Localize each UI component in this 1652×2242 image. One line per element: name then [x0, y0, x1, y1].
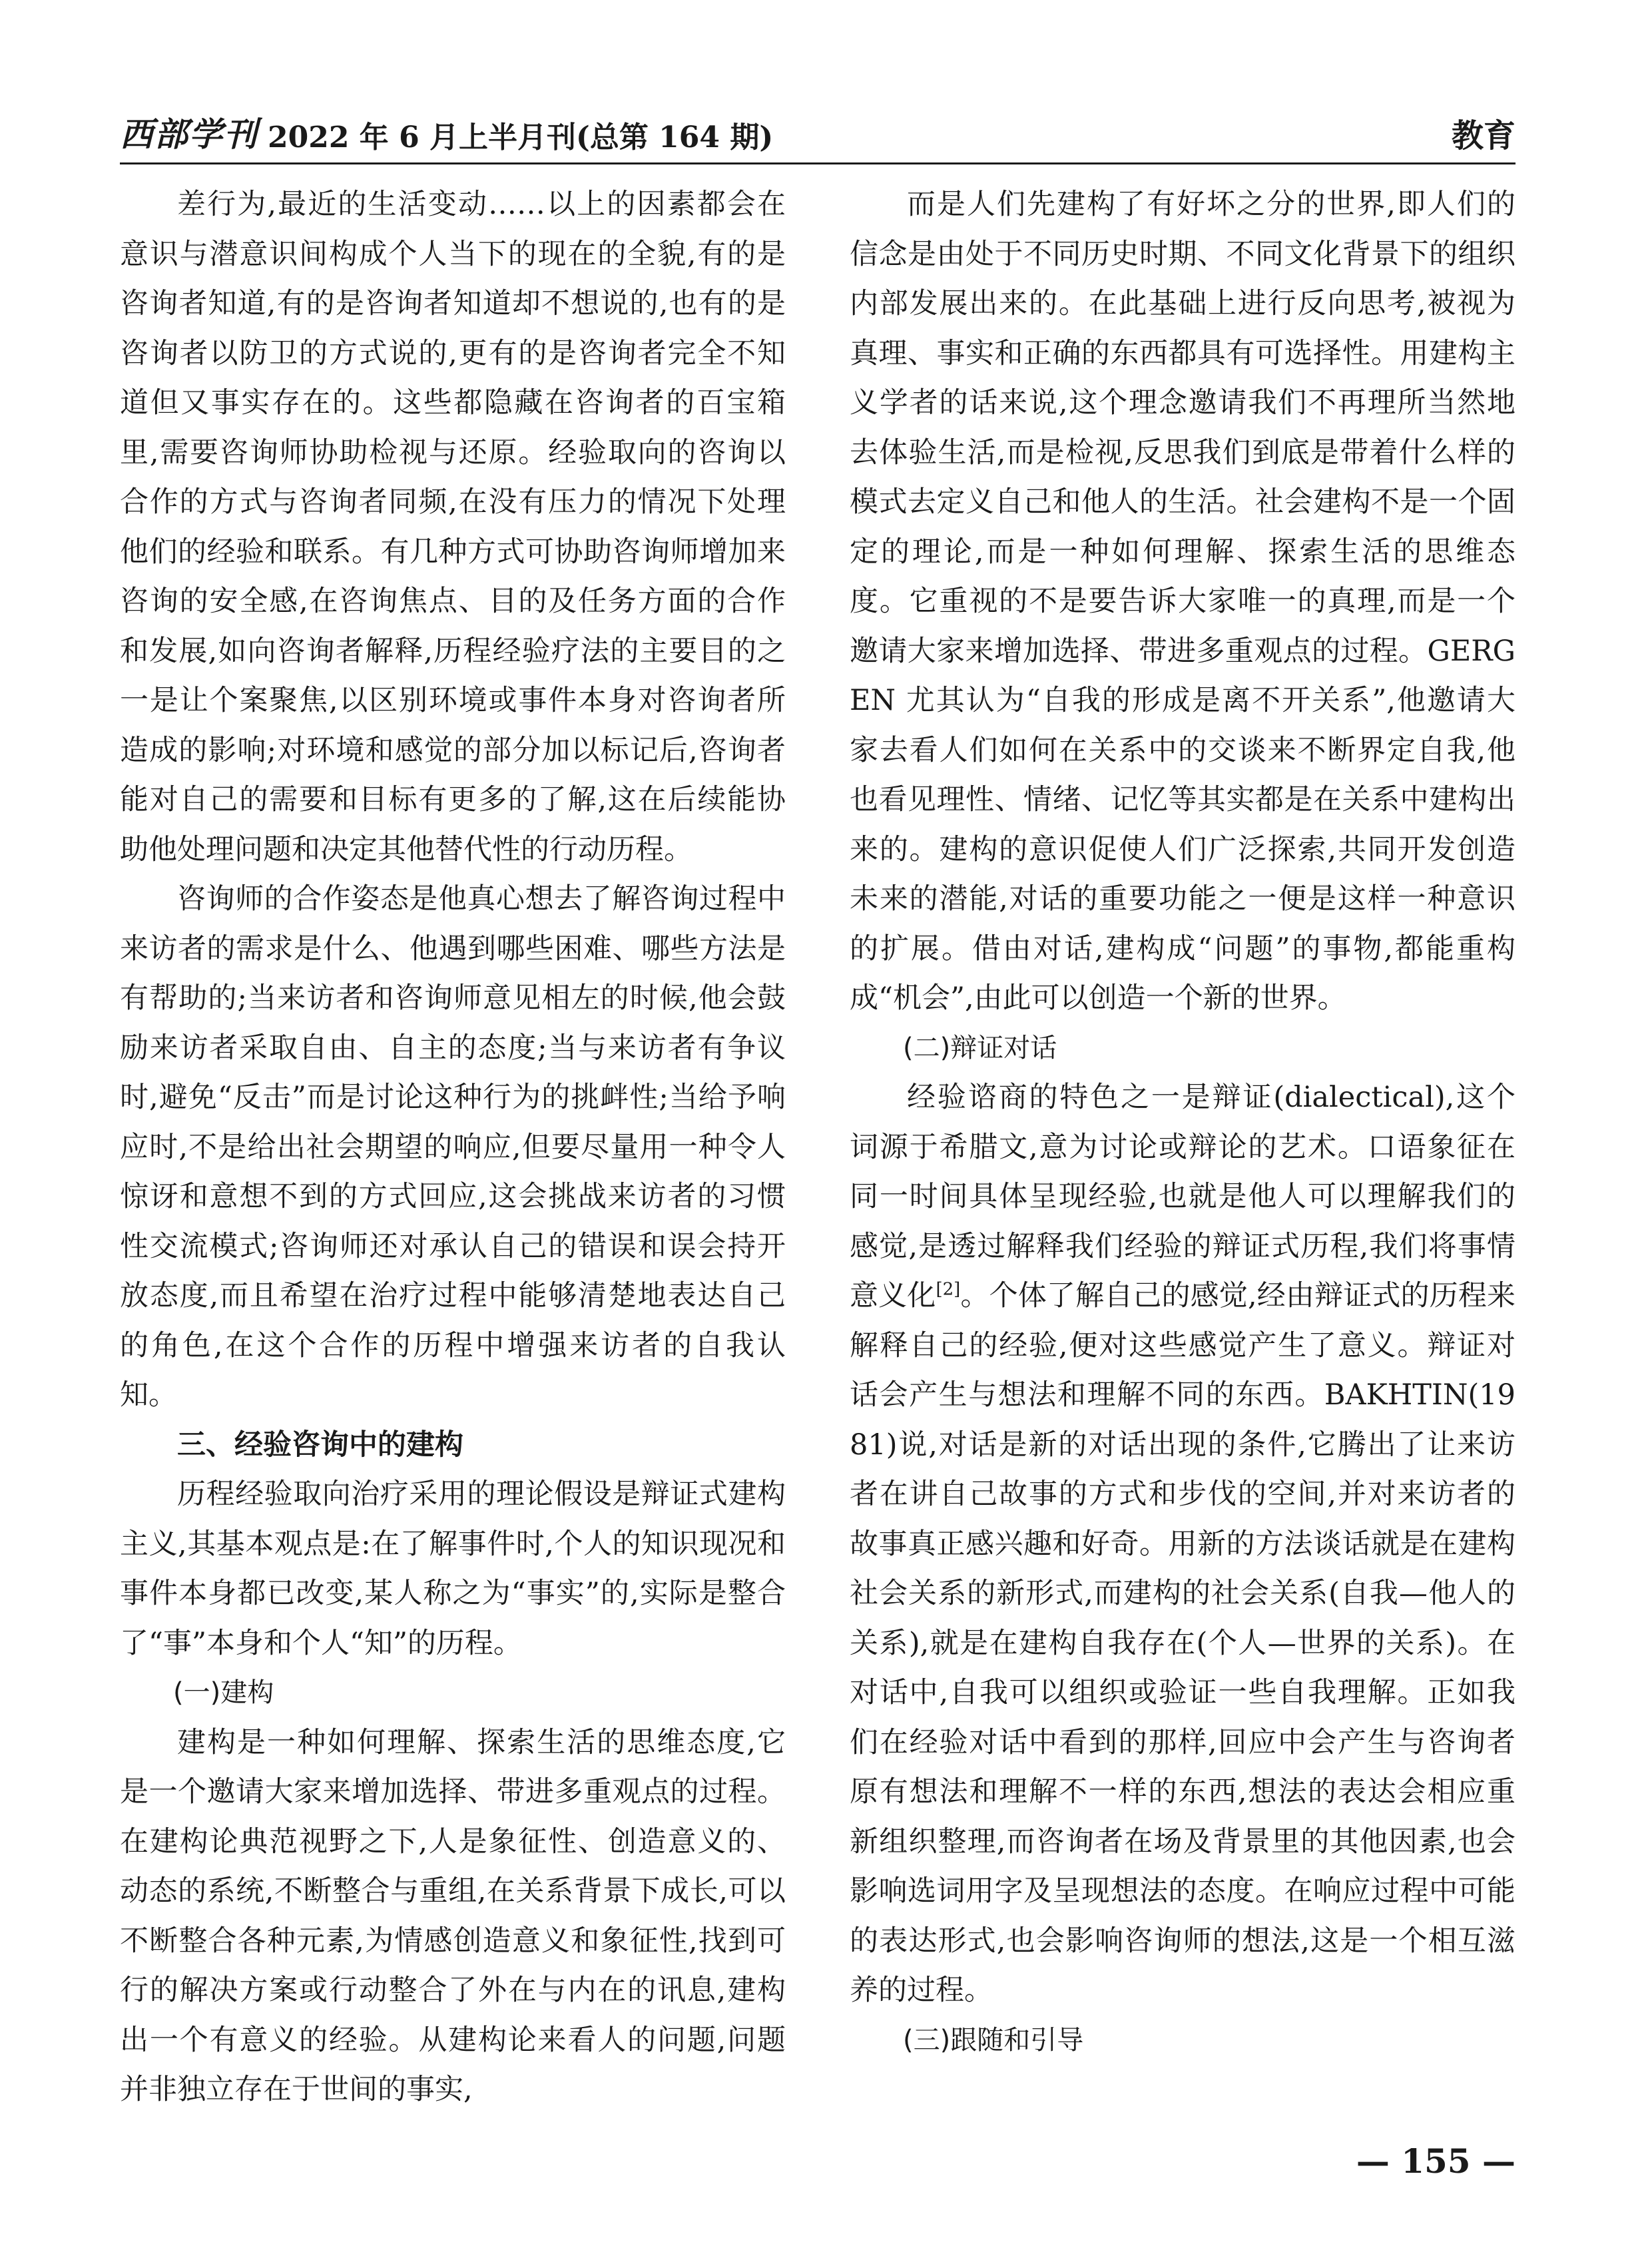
subsection-heading: (一)建构: [173, 1677, 274, 1708]
paragraph-text: 经验谘商的特色之一是辩证(dialectical),这个词源于希腊文,意为讨论或辩论的艺术。口语象征在同一时间具体呈现经验,也就是他人可以理解我们的感觉,是透过解释我们经验的辩证式历程,我们将事情意义化: [850, 1081, 1515, 1312]
subsection-heading: (二)辩证对话: [903, 1032, 1057, 1063]
citation-marker: [2]: [936, 1279, 961, 1300]
paragraph: [850, 1073, 1515, 2016]
journal-name: 西部学刊: [120, 115, 258, 154]
running-header: [120, 113, 1515, 156]
issue-info: 2022 年 6 月上半月刊(总第 164 期): [268, 121, 774, 154]
section-label: 教育: [1451, 117, 1515, 154]
paragraph: 历程经验取向治疗采用的理论假设是辩证式建构主义,其基本观点是:在了解事件时,个人的知识现况和事件本身都已改变,某人称之为“事实”的,实际是整合了“事”本身和个人“知”的历程。: [120, 1478, 786, 1660]
journal-title: [120, 108, 773, 156]
paragraph: 建构是一种如何理解、探索生活的思维态度,它是一个邀请大家来增加选择、带进多重观点的过程。在建构论典范视野之下,人是象征性、创造意义的、动态的系统,不断整合与重组,在关系背景下成长,可以不断整合各种元素,为情感创造意义和象征性,找到可行的解决方案或行动整合了外在与内在的讯息,建构出一个有意义的经验。从建构论来看人的问题,问题并非独立存在于世间的事实,: [120, 1725, 786, 2106]
subsection-heading: (三)跟随和引导: [903, 2024, 1084, 2056]
section-heading: 三、经验咨询中的建构: [177, 1428, 463, 1462]
paragraph-text: 。个体了解自己的感觉,经由辩证式的历程来解释自己的经验,便对这些感觉产生了意义。辩证对话会产生与想法和理解不同的东西。BAKHTIN(1981)说,对话是新的对话出现的条件,它腾出了让来访者在讲自己故事的方式和步伐的空间,并对来访者的故事真正感兴趣和好奇。用新的方法谈话就是在建构社会关系的新形式,而建构的社会关系(自我—他人的关系),就是在建构自我存在(个人—世界的关系)。在对话中,自我可以组织或验证一些自我理解。正如我们在经验对话中看到的那样,回应中会产生与咨询者原有想法和理解不一样的东西,想法的表达会相应重新组织整理,而咨询者在场及背景里的其他因素,也会影响选词用字及呈现想法的态度。在响应过程中可能的表达形式,也会影响咨询师的想法,这是一个相互滋养的过程。: [850, 1279, 1516, 2007]
paragraph: 而是人们先建构了有好坏之分的世界,即人们的信念是由处于不同历史时期、不同文化背景下的组织内部发展出来的。在此基础上进行反向思考,被视为真理、事实和正确的东西都具有可选择性。用建构主义学者的话来说,这个理念邀请我们不再理所当然地去体验生活,而是检视,反思我们到底是带着什么样的模式去定义自己和他人的生活。社会建构不是一个固定的理论,而是一种如何理解、探索生活的思维态度。它重视的不是要告诉大家唯一的真理,而是一个邀请大家来增加选择、带进多重观点的过程。GERGEN 尤其认为“自我的形成是离不开关系”,他邀请大家去看人们如何在关系中的交谈来不断界定自我,他也看见理性、情绪、记忆等其实都是在关系中建构出来的。建构的意识促使人们广泛探索,共同开发创造未来的潜能,对话的重要功能之一便是这样一种意识的扩展。借由对话,建构成“问题”的事物,都能重构成“机会”,由此可以创造一个新的世界。: [850, 188, 1515, 1015]
left-column: [120, 180, 786, 2115]
right-column: [850, 180, 1515, 2065]
paragraph: 咨询师的合作姿态是他真心想去了解咨询过程中来访者的需求是什么、他遇到哪些困难、哪些方法是有帮助的;当来访者和咨询师意见相左的时候,他会鼓励来访者采取自由、自主的态度;当与来访者有争议时,避免“反击”而是讨论这种行为的挑衅性;当给予响应时,不是给出社会期望的响应,但要尽量用一种令人惊讶和意想不到的方式回应,这会挑战来访者的习惯性交流模式;咨询师还对承认自己的错误和误会持开放态度,而且希望在治疗过程中能够清楚地表达自己的角色,在这个合作的历程中增强来访者的自我认知。: [120, 882, 786, 1412]
paragraph: 差行为,最近的生活变动……以上的因素都会在意识与潜意识间构成个人当下的现在的全貌,有的是咨询者知道,有的是咨询者知道却不想说的,也有的是咨询者以防卫的方式说的,更有的是咨询者完全不知道但又事实存在的。这些都隐藏在咨询者的百宝箱里,需要咨询师协助检视与还原。经验取向的咨询以合作的方式与咨询者同频,在没有压力的情况下处理他们的经验和联系。有几种方式可协助咨询师增加来咨询的安全感,在咨询焦点、目的及任务方面的合作和发展,如向咨询者解释,历程经验疗法的主要目的之一是让个案聚焦,以区别环境或事件本身对咨询者所造成的影响;对环境和感觉的部分加以标记后,咨询者能对自己的需要和目标有更多的了解,这在后续能协助他处理问题和决定其他替代性的行动历程。: [120, 188, 786, 866]
header-rule: [120, 162, 1515, 164]
page-number: — 155 —: [1356, 2141, 1515, 2181]
